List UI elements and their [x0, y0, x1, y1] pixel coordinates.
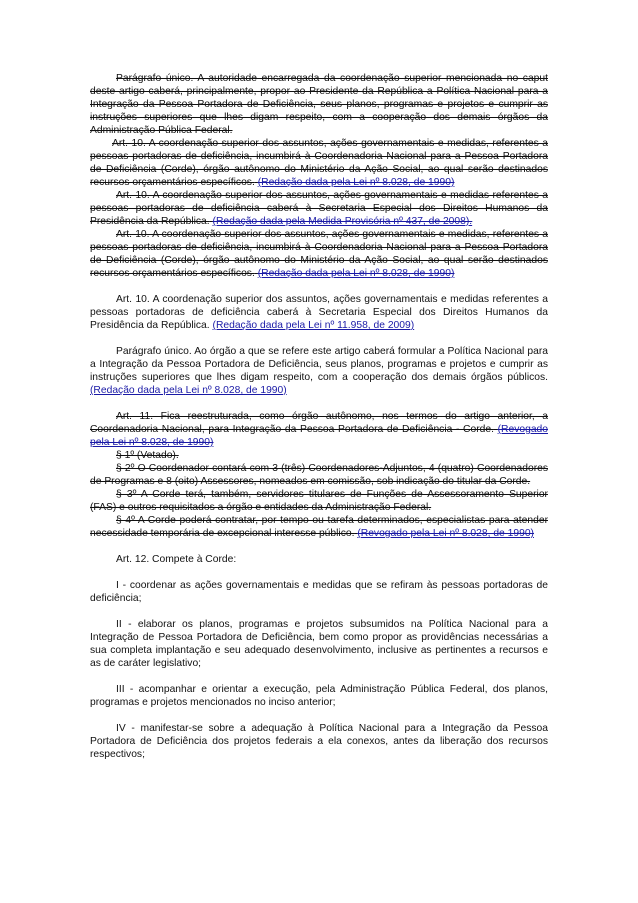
- document-page: [90, 72, 548, 761]
- art-12: [90, 553, 548, 566]
- paragrafo-unico-current: [90, 345, 548, 397]
- paragrafo-unico-revogado: [90, 72, 548, 137]
- paragraph-text: Art. 11. Fica reestruturada, como órgão autônomo, nos termos do artigo anterior, a Coordenadoria Nacional, para Integração da Pessoa Portadora de Deficiência - Corde.: [90, 411, 548, 435]
- paragraph-text: § 2º O Coordenador contará com 3 (três) Coordenadores-Adjuntos, 4 (quatro) Coordenadores de Programas e 8 (oito) Assessores, nomeados em comissão, sob indicação do titular da Corde.: [90, 463, 548, 487]
- amendment-link[interactable]: (Redação dada pela Medida Provisória nº 437, de 2008).: [212, 216, 473, 227]
- paragraph-text: Art. 12. Compete à Corde:: [116, 554, 237, 565]
- art-12-inciso-iii: [90, 683, 548, 709]
- paragraph-text: § 3º A Corde terá, também, servidores titulares de Funções de Assessoramento Superior (FAS) e outros requisitados a órgão e entidades da Administração Federal.: [90, 489, 548, 513]
- paragraph-text: Parágrafo único. A autoridade encarregada da coordenação superior mencionada no caput deste artigo caberá, principalmente, propor ao Presidente da República a Política Nacional para a Integração da Pessoa Portadora de Deficiência, seus planos, programas e projetos e cumprir as instruções superiores que lhes digam respeito, com a cooperação dos demais órgãos da Administração Pública Federal.: [90, 73, 548, 136]
- amendment-link[interactable]: (Revogado pela Lei nº 8.028, de 1990): [90, 424, 548, 448]
- art-10-current: [90, 293, 548, 332]
- art-11-par-4: [90, 514, 548, 540]
- art-10-version-2: [90, 189, 548, 228]
- paragraph-text: Art. 10. A coordenação superior dos assuntos, ações governamentais e medidas referentes a pessoas portadoras de deficiência caberá à Secretaria Especial dos Direitos Humanos da Presidência da República.: [90, 294, 548, 331]
- art-12-inciso-i: [90, 579, 548, 605]
- paragraph-text: II - elaborar os planos, programas e projetos subsumidos na Política Nacional para a Integração de Pessoa Portadora de Deficiência, bem como propor as providências necessárias a sua completa implantação e seu adequado desenvolvimento, inclusive as pertinentes a recursos e as de caráter legislativo;: [90, 619, 548, 669]
- amendment-link[interactable]: (Redação dada pela Lei nº 8.028, de 1990): [257, 268, 455, 279]
- paragraph-text: § 1º (Vetado).: [116, 450, 179, 461]
- art-10-version-1: [90, 137, 548, 189]
- amendment-link[interactable]: (Revogado pela Lei nº 8.028, de 1990): [357, 528, 534, 539]
- amendment-link[interactable]: (Redação dada pela Lei nº 8.028, de 1990): [257, 177, 455, 188]
- art-10-version-3: [90, 228, 548, 280]
- art-11-par-1: [90, 449, 548, 462]
- paragraph-text: Art. 10. A coordenação superior dos assuntos, ações governamentais e medidas, referentes a pessoas portadoras de deficiência, incumbirá à Coordenadoria Nacional para a Pessoa Portadora de Deficiência (Corde), órgão autônomo do Ministério da Ação Social, ao qual serão destinados recursos orçamentários específicos.: [90, 138, 548, 188]
- amendment-link[interactable]: (Redação dada pela Lei nº 8.028, de 1990): [90, 385, 287, 396]
- amendment-link[interactable]: (Redação dada pela Lei nº 11.958, de 2009): [212, 320, 415, 331]
- art-11-par-3: [90, 488, 548, 514]
- paragraph-text: I - coordenar as ações governamentais e medidas que se refiram às pessoas portadoras de deficiência;: [90, 580, 548, 604]
- art-12-inciso-iv: [90, 722, 548, 761]
- paragraph-text: IV - manifestar-se sobre a adequação à Política Nacional para a Integração da Pessoa Portadora de Deficiência dos projetos federais a ela conexos, antes da liberação dos recursos respectivos;: [90, 723, 548, 760]
- art-11-revogado: [90, 410, 548, 449]
- paragraph-text: Art. 10. A coordenação superior dos assuntos, ações governamentais e medidas referentes a pessoas portadoras de deficiência caberá à Secretaria Especial dos Direitos Humanos da Presidência da República.: [90, 190, 548, 227]
- paragraph-text: Parágrafo único. Ao órgão a que se refere este artigo caberá formular a Política Nacional para a Integração da Pessoa Portadora de Deficiência, seus planos, programas e projetos e cumprir as instruções superiores que lhes digam respeito, com a cooperação dos demais órgãos públicos.: [90, 346, 548, 383]
- paragraph-text: III - acompanhar e orientar a execução, pela Administração Pública Federal, dos planos, programas e projetos mencionados no inciso anterior;: [90, 684, 548, 708]
- art-12-inciso-ii: [90, 618, 548, 670]
- art-11-par-2: [90, 462, 548, 488]
- paragraph-text: Art. 10. A coordenação superior dos assuntos, ações governamentais e medidas, referentes a pessoas portadoras de deficiência, incumbirá à Coordenadoria Nacional para a Pessoa Portadora de Deficiência (Corde), órgão autônomo do Ministério da Ação Social, ao qual serão destinados recursos orçamentários específicos.: [90, 229, 548, 279]
- paragraph-text: § 4º A Corde poderá contratar, por tempo ou tarefa determinados, especialistas para atender necessidade temporária de excepcional interesse público.: [90, 515, 548, 539]
